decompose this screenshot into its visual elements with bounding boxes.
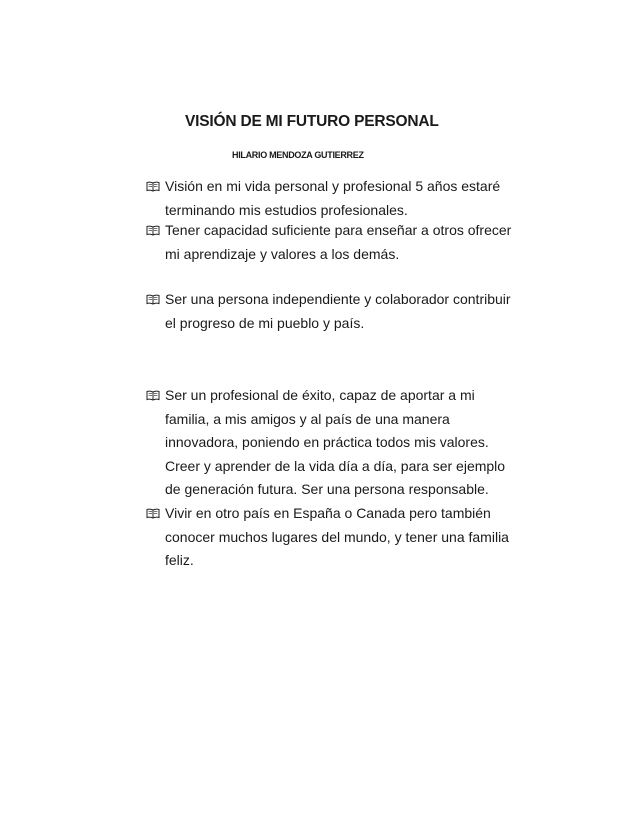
bullet-line: conocer muchos lugares del mundo, y tener una familia (165, 528, 509, 545)
open-book-icon (146, 508, 160, 519)
open-book-icon (146, 390, 160, 401)
bullet-line: innovadora, poniendo en práctica todos mis valores. (165, 434, 489, 450)
bullet-item (146, 219, 556, 266)
bullet-item (146, 502, 556, 573)
bullet-line: el progreso de mi pueblo y país. (165, 314, 365, 331)
document-title: VISIÓN DE MI FUTURO PERSONAL (185, 113, 439, 130)
open-book-icon (146, 225, 160, 236)
bullet-line: terminando mis estudios profesionales. (165, 201, 408, 218)
bullet-line: Visión en mi vida personal y profesional 5 años estaré (165, 178, 501, 194)
bullet-line: familia, a mis amigos y al país de una manera (165, 410, 450, 427)
bullet-line: Creer y aprender de la vida día a día, para ser ejemplo (165, 457, 506, 474)
bullet-line: feliz. (165, 552, 194, 568)
open-book-icon (146, 294, 160, 305)
bullet-item (146, 288, 556, 335)
bullet-line: de generación futura. Ser una persona responsable. (165, 481, 489, 497)
open-book-icon (146, 181, 160, 192)
bullet-line: Tener capacidad suficiente para enseñar a otros ofrecer (165, 222, 512, 238)
bullet-item (146, 175, 556, 222)
bullet-line: Ser un profesional de éxito, capaz de aportar a mi (165, 387, 475, 403)
bullet-item (146, 384, 556, 502)
document-author: HILARIO MENDOZA GUTIERREZ (232, 150, 364, 160)
bullet-line: Vivir en otro país en España o Canada pero también (165, 505, 491, 521)
bullet-line: Ser una persona independiente y colaborador contribuir (165, 291, 511, 307)
bullet-line: mi aprendizaje y valores a los demás. (165, 245, 400, 262)
